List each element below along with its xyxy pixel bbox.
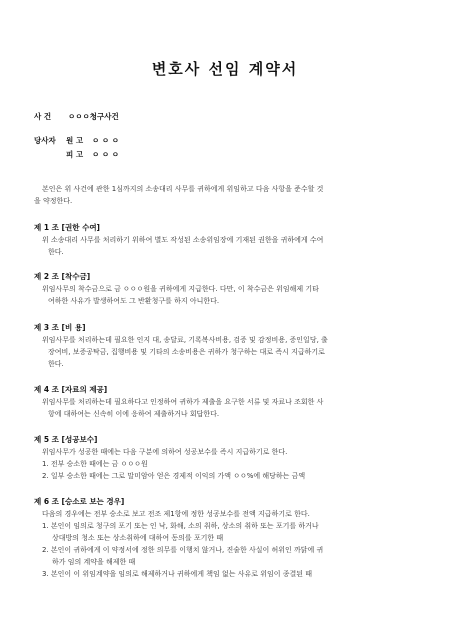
article-heading: 제 5 조 [성공보수] (34, 435, 98, 444)
article-heading: 제 3 조 [비 용] (34, 323, 86, 332)
article-line: 위 소송대리 사무를 처리하기 위하여 별도 작성된 소송위임장에 기재된 권한을 귀하에게 수여 (42, 236, 324, 244)
article-line: 여하한 사유가 발생하여도 그 반환청구를 하지 아니한다. (48, 297, 220, 305)
document-title: 변호사 선임 계약서 (151, 60, 299, 78)
article-line: 2. 본인이 귀하에게 이 약정서에 정한 의무를 이행치 않거나, 진술한 사실이 허위인 까닭에 귀 (42, 546, 324, 554)
article-line: 항에 대하여는 신속히 이에 응하여 제출하거나 회답한다. (48, 410, 220, 418)
article-line: 위임사무를 처리하는데 필요하다고 인정하여 귀하가 제출을 요구한 서류 및 자료나 조회한 사 (42, 398, 324, 406)
article-line: 하가 임의 계약을 해제한 때 (52, 558, 136, 566)
article-line: 장여비, 보증공탁금, 집행비용 및 기타의 소송비용은 귀하가 청구하는 대로 즉시 지급하기로 (48, 348, 325, 356)
article-heading: 제 6 조 [승소로 보는 경우] (34, 497, 125, 506)
article-heading: 제 1 조 [권한 수여] (34, 223, 100, 232)
article-heading: 제 2 조 [착수금] (34, 272, 91, 281)
article-line: 위임사무가 성공한 때에는 다음 구분에 의하여 성공보수를 즉시 지급하기로 한다. (42, 448, 288, 456)
defendant-value: ㅇ ㅇ ㅇ (92, 150, 119, 159)
article-line: 상대방의 청소 또는 상소취하에 대하여 동의를 포기한 때 (52, 534, 224, 542)
article-line: 한다. (48, 360, 64, 368)
plaintiff-label: 원 고 (66, 136, 84, 145)
article-line: 다음의 경우에는 전부 승소로 보고 전조 제1항에 정한 성공보수를 전액 지급하기로 한다. (42, 510, 310, 518)
intro-line: 을 약정한다. (34, 197, 73, 205)
parties-label: 당사자 (34, 136, 56, 145)
article-heading: 제 4 조 [자료의 제공] (34, 385, 108, 394)
article-line: 1. 전부 승소한 때에는 금 ㅇㅇㅇ원 (42, 460, 148, 468)
article-line: 1. 본인이 임의로 청구의 포기 또는 인 낙, 화해, 소의 취하, 상소의 취하 또는 포기를 하거나 (42, 522, 319, 530)
article-line: 2. 일부 승소한 때에는 그로 말미암아 얻은 경제적 이익의 가액 ㅇㅇ%에 해당하는 금액 (42, 472, 306, 480)
intro-line: 본인은 위 사건에 관한 1심까지의 소송대리 사무를 귀하에게 위임하고 다음 사항을 준수할 것 (42, 185, 324, 193)
article-line: 위임사무의 착수금으로 금 ㅇㅇㅇ원을 귀하에게 지급한다. 다만, 이 착수금은 위임해제 기타 (42, 285, 319, 293)
case-value: ㅇㅇㅇ청구사건 (68, 112, 119, 121)
article-line: 3. 본인이 이 위임계약을 임의로 해제하거나 귀하에게 책임 없는 사유로 위임이 종결된 때 (42, 570, 313, 578)
article-line: 위임사무를 처리하는데 필요한 인지 대, 송달료, 기록복사비용, 검증 및 감정비용, 증인일당, 출 (42, 336, 328, 344)
case-label: 사 건 (34, 112, 52, 121)
plaintiff-value: ㅇ ㅇ ㅇ (92, 136, 119, 145)
defendant-label: 피 고 (66, 150, 84, 159)
article-line: 한다. (48, 248, 64, 256)
